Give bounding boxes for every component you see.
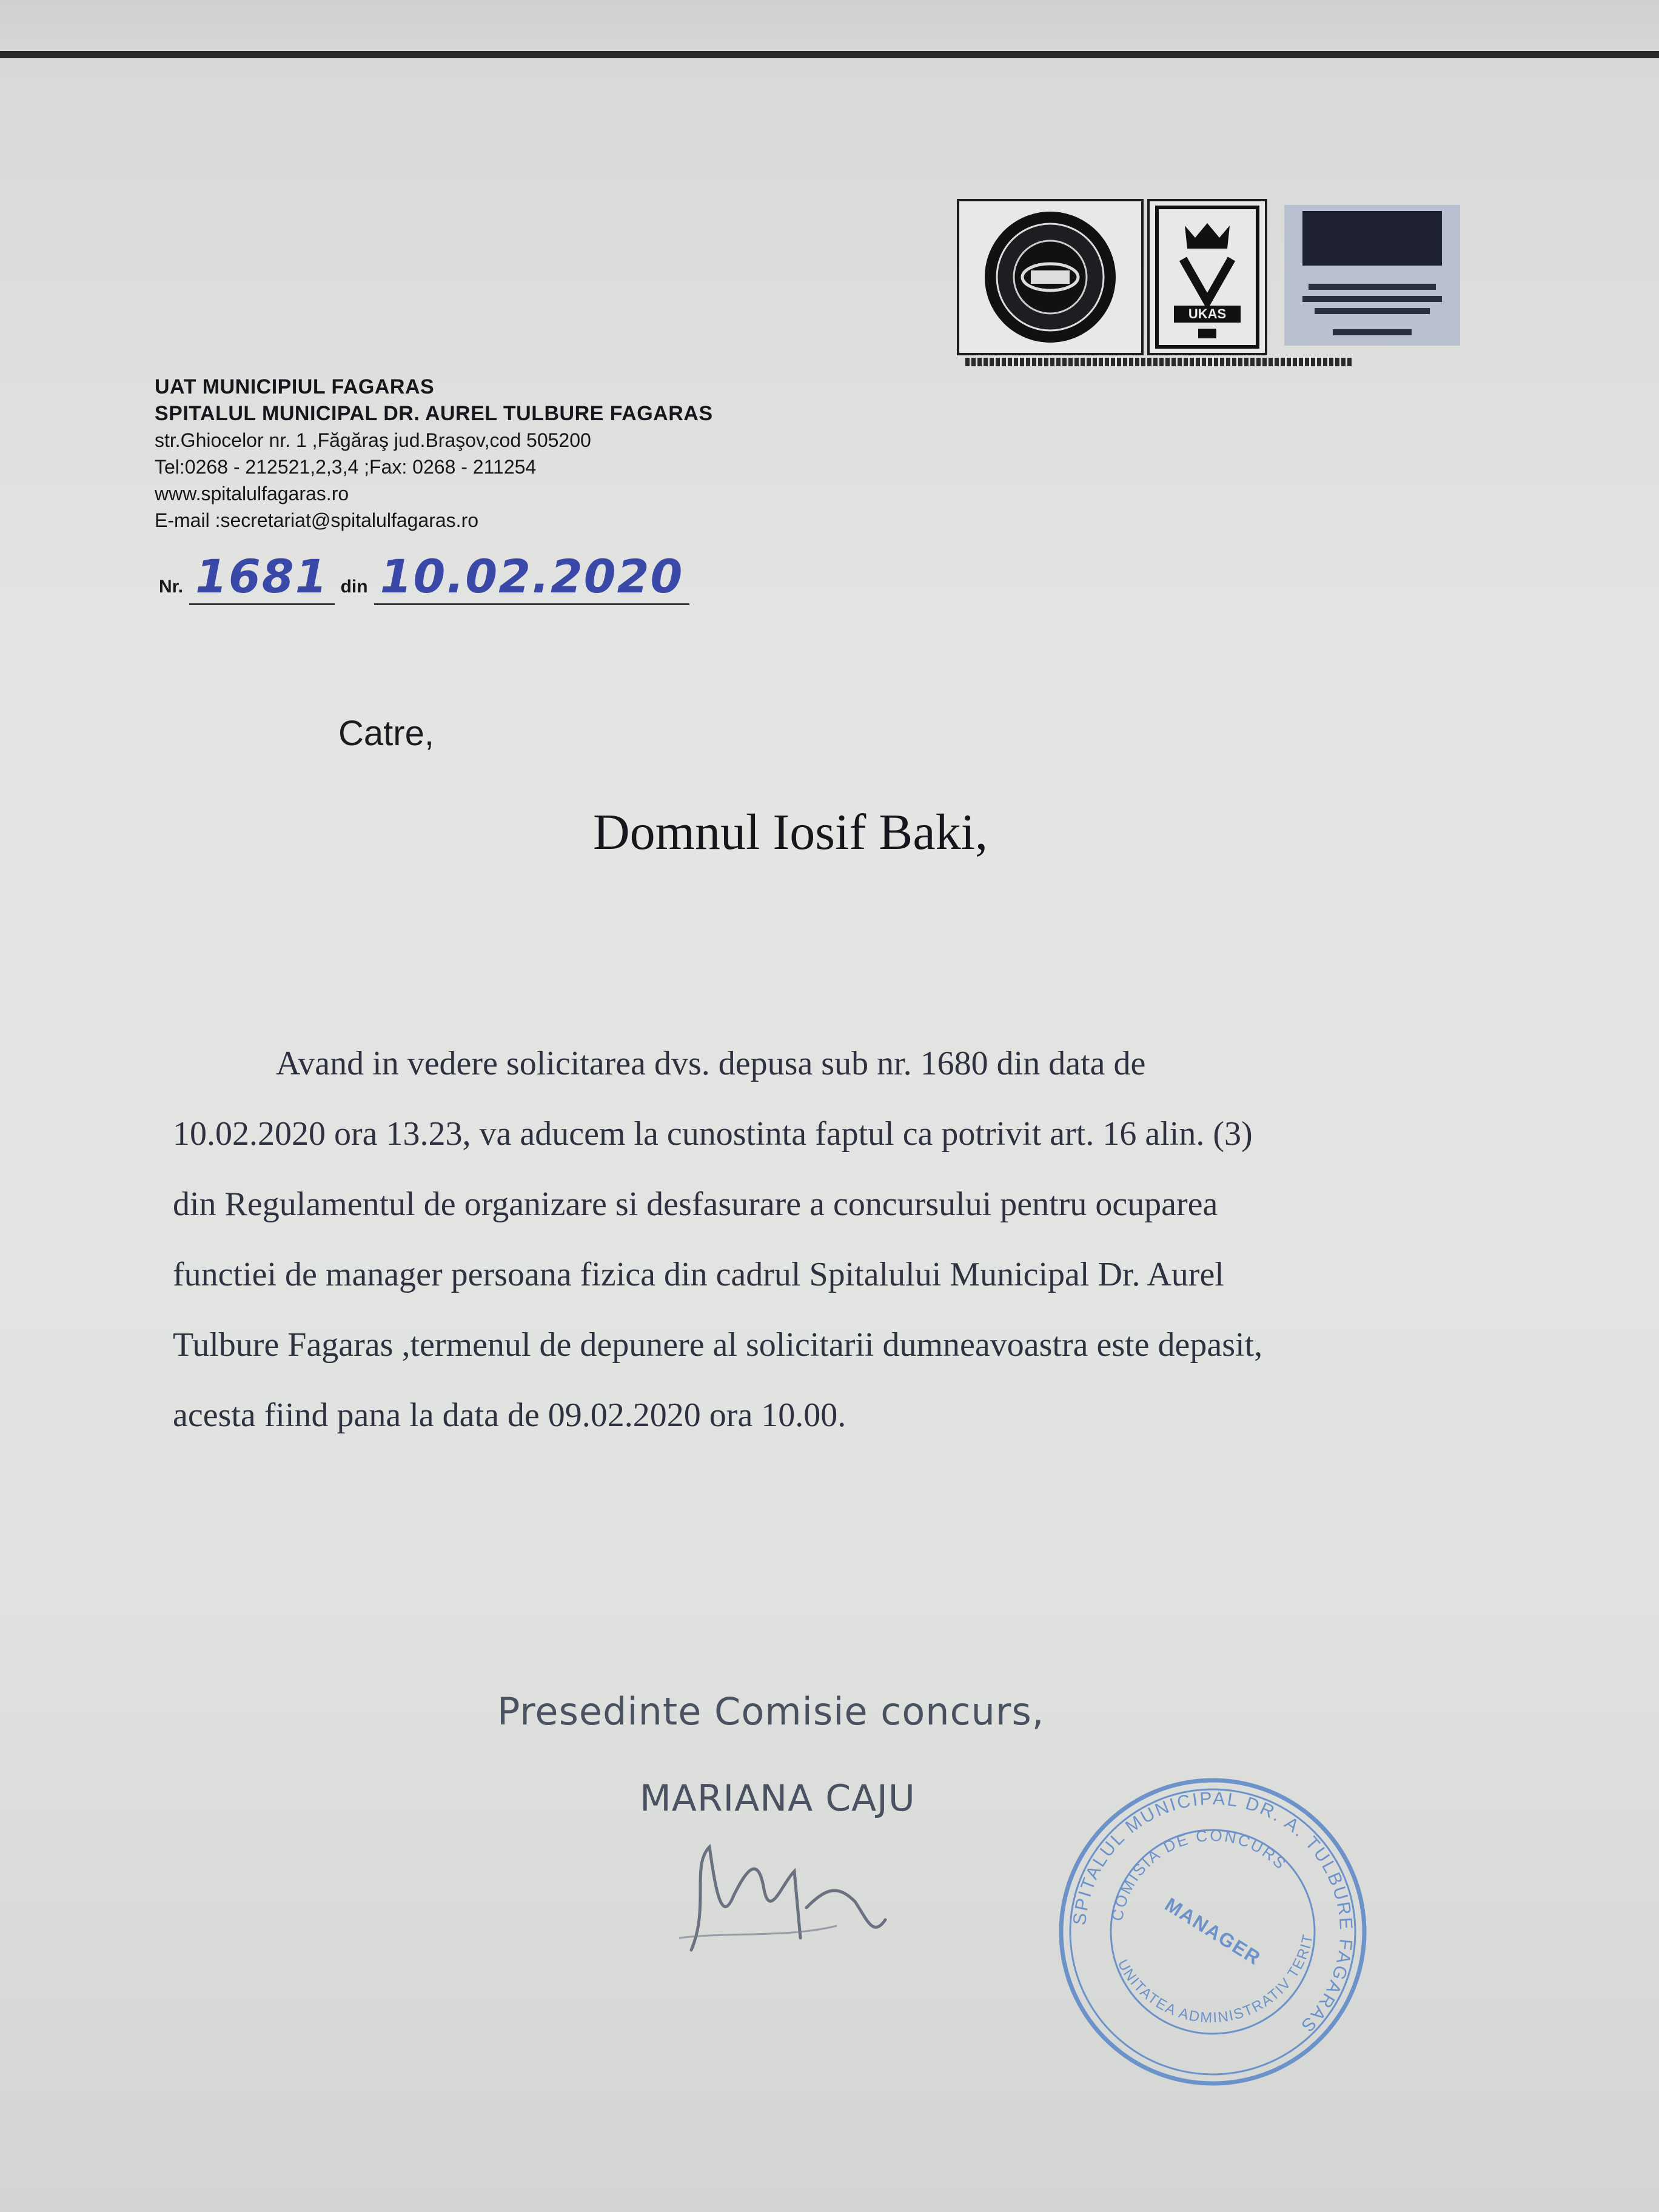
screen-top-edge [0, 0, 1659, 56]
ukas-crown-icon [1150, 201, 1265, 353]
signatory-name: MARIANA CAJU [640, 1777, 916, 1820]
letter-body [173, 1028, 1519, 1450]
header-website: www.spitalulfagaras.ro [155, 483, 349, 504]
certification-logos [957, 199, 1466, 381]
logos-caption-line [965, 358, 1353, 366]
body-line: 10.02.2020 ora 13.23, va aducem la cunostinta faptul ca potrivit art. 16 alin. (3) [173, 1115, 1253, 1153]
header-line-1: UAT MUNICIPIUL FAGARAS [155, 375, 435, 398]
din-label: din [340, 577, 368, 597]
signature-title: Presedinte Comisie concurs, [497, 1689, 1045, 1734]
certificate-badge-icon [1284, 205, 1460, 346]
hospital-header [155, 374, 713, 534]
certificate-badge-logo [1284, 205, 1460, 346]
body-line: functiei de manager persoana fizica din cadrul Spitalului Municipal Dr. Aurel [173, 1256, 1224, 1293]
body-line: din Regulamentul de organizare si desfasurare a concursului pentru ocuparea [173, 1185, 1218, 1223]
screen-top-rule [0, 51, 1659, 58]
certification-seal-logo [957, 199, 1144, 355]
header-address: str.Ghiocelor nr. 1 ,Făgăraş jud.Braşov,cod 505200 [155, 429, 591, 451]
header-line-2: SPITALUL MUNICIPAL DR. AUREL TULBURE FAGARAS [155, 402, 713, 425]
header-phone-fax: Tel:0268 - 212521,2,3,4 ;Fax: 0268 - 211254 [155, 456, 537, 478]
official-stamp [1043, 1762, 1382, 2102]
handwritten-signature [655, 1817, 910, 1974]
addressee: Domnul Iosif Baki, [593, 804, 988, 860]
nr-label: Nr. [159, 577, 184, 597]
letter-page [0, 58, 1659, 2212]
registration-date: 10.02.2020 [380, 549, 684, 603]
header-email: E-mail :secretariat@spitalulfagaras.ro [155, 509, 479, 531]
salutation: Catre, [338, 714, 434, 753]
body-line: Tulbure Fagaras ,termenul de depunere al solicitarii dumneavoastra este depasit, [173, 1326, 1263, 1364]
stamp-bottom-text: UNITATEA ADMINISTRATIV TERITORIALA [1114, 1932, 1317, 2026]
ukas-logo [1147, 199, 1267, 355]
stamp-center-text: MANAGER [1161, 1893, 1265, 1969]
stamp-inner-text: COMISIA DE CONCURS [1107, 1826, 1291, 1923]
body-line: acesta fiind pana la data de 09.02.2020 ora 10.00. [173, 1396, 846, 1434]
stamp-outer-text: SPITALUL MUNICIPAL DR. A. TULBURE FAGARAS [1070, 1788, 1356, 2037]
registration-number: 1681 [195, 549, 329, 603]
ukas-label: UKAS [1188, 306, 1227, 321]
certification-seal-icon [959, 201, 1141, 353]
body-line: Avand in vedere solicitarea dvs. depusa sub nr. 1680 din data de [276, 1045, 1146, 1082]
registration-line [159, 549, 695, 605]
